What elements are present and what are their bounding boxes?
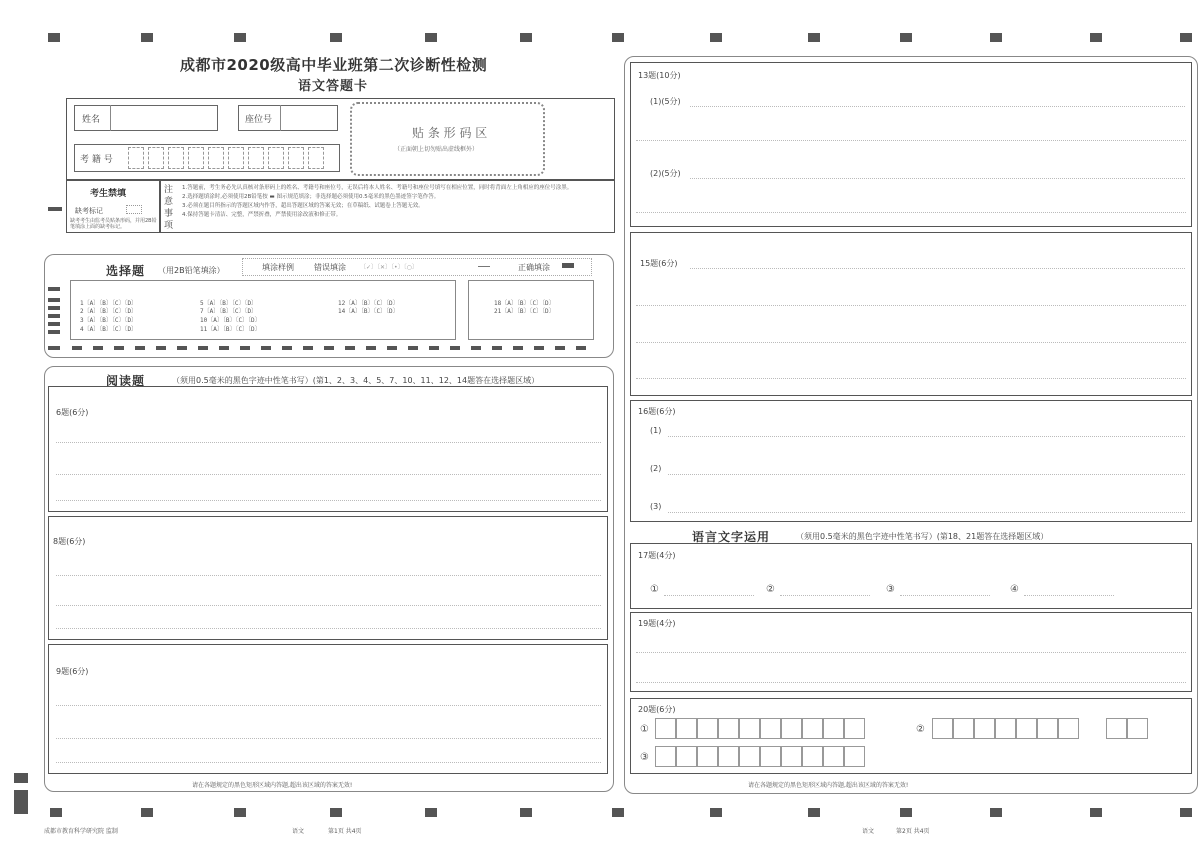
q13-2-label: (2)(5分)	[650, 169, 681, 178]
reading-hint: （须用0.5毫米的黑色字迹中性笔书写）(第1、2、3、4、5、7、10、11、12、14题答在选择题区域）	[172, 376, 540, 385]
barcode-title: 贴 条 形 码 区	[412, 126, 488, 140]
wrong-label: 错误填涂	[314, 263, 346, 272]
q17-mark-3: ③	[886, 584, 895, 595]
sample-label: 填涂样例	[262, 263, 294, 272]
q16-3-label: (3)	[650, 502, 662, 511]
footer-right-subject: 语文	[862, 828, 875, 835]
q8-label: 8题(6分)	[53, 537, 86, 546]
choice-row[interactable]: 3〔A〕〔B〕〔C〕〔D〕	[80, 317, 138, 324]
footer-right-page: 第2页 共4页	[896, 828, 930, 835]
q16-1-label: (1)	[650, 426, 662, 435]
q17-box	[630, 543, 1192, 609]
choice-row[interactable]: 1〔A〕〔B〕〔C〕〔D〕	[80, 300, 138, 307]
wrong-marks: 〔✓〕〔✕〕〔•〕〔○〕	[360, 264, 418, 271]
choice-bottom-dashes	[72, 346, 592, 350]
lang-title: 语言文字运用	[692, 530, 771, 544]
right-warning: 请在各题规定的黑色矩形区域内答题,超出该区域的答案无效!	[748, 782, 909, 789]
exam-number-label: 考 籍 号	[80, 155, 113, 165]
absent-label: 缺考标记	[75, 207, 103, 215]
choice-row[interactable]: 14〔A〕〔B〕〔C〕〔D〕	[338, 308, 399, 315]
absent-mark-box[interactable]	[126, 205, 142, 214]
q15-box	[630, 232, 1192, 396]
exam-subtitle: 语文答题卡	[298, 79, 369, 94]
notes-list: 1.答题前，考生务必先认真核对条形码上的姓名、考籍号和座位号，无误后将本人姓名、考籍号和座位号填写在相应位置，同时将背面左上角相应的座位号涂黑。 2.选择题填涂时,必须使用2B铅笔按 ▬ 图示规范填涂；非选择题必须使用0.5毫米的黑色墨迹签字笔作答。 3.必须在题目所指示的答题区域内作答，超出答题区域的答案无效；在草稿纸、试题卷上答题无效。 4.保持答题卡清洁、完整，严禁折叠，严禁使用涂改液和修正带。	[182, 185, 573, 218]
q20-label: 20题(6分)	[638, 705, 676, 714]
q8-box	[48, 516, 608, 640]
q17-mark-2: ②	[766, 584, 775, 595]
q17-mark-1: ①	[650, 584, 659, 595]
choice-row[interactable]: 11〔A〕〔B〕〔C〕〔D〕	[200, 326, 261, 333]
q6-label: 6题(6分)	[56, 408, 89, 417]
q13-1-label: (1)(5分)	[650, 97, 681, 106]
choice-row[interactable]: 7〔A〕〔B〕〔C〕〔D〕	[200, 308, 258, 315]
right-mark-sample	[562, 263, 574, 268]
footer-left-page: 第1页 共4页	[328, 828, 362, 835]
choice-row[interactable]: 12〔A〕〔B〕〔C〕〔D〕	[338, 300, 399, 307]
footer-left-subject: 语文	[292, 828, 305, 835]
reading-title: 阅读题	[106, 374, 146, 388]
q17-mark-4: ④	[1010, 584, 1019, 595]
q13-box	[630, 62, 1192, 227]
q6-box	[48, 386, 608, 512]
choice-row[interactable]: 2〔A〕〔B〕〔C〕〔D〕	[80, 308, 138, 315]
q20-mark-1: ①	[640, 724, 649, 735]
notes-side: 注 意 事 项	[164, 185, 174, 231]
choice-row[interactable]: 4〔A〕〔B〕〔C〕〔D〕	[80, 326, 138, 333]
choice-title: 选择题	[106, 264, 146, 278]
seat-label: 座位号	[245, 115, 273, 125]
footer-org: 成都市教育科学研究院 监制	[44, 828, 118, 835]
choice-hint: （用2B铅笔填涂）	[158, 266, 225, 275]
q20-mark-3: ③	[640, 752, 649, 763]
right-label: 正确填涂	[518, 263, 550, 272]
choice-row[interactable]: 10〔A〕〔B〕〔C〕〔D〕	[200, 317, 261, 324]
q9-label: 9题(6分)	[56, 667, 89, 676]
q16-2-label: (2)	[650, 464, 662, 473]
q16-label: 16题(6分)	[638, 407, 676, 416]
q17-label: 17题(4分)	[638, 551, 676, 560]
q16-box	[630, 400, 1192, 522]
q19-label: 19题(4分)	[638, 619, 676, 628]
q9-box	[48, 644, 608, 774]
choice-row[interactable]: 5〔A〕〔B〕〔C〕〔D〕	[200, 300, 258, 307]
ban-note: 缺考考生由监考员贴条形码，并用2B铅笔填涂上面的缺考标记。	[70, 218, 157, 230]
barcode-note: （正面朝上切勿贴出虚线框外）	[394, 146, 479, 153]
choice-row[interactable]: 18〔A〕〔B〕〔C〕〔D〕	[494, 300, 555, 307]
name-label: 姓名	[82, 115, 101, 125]
choice-row[interactable]: 21〔A〕〔B〕〔C〕〔D〕	[494, 308, 555, 315]
q15-label: 15题(6分)	[640, 259, 678, 268]
exam-title: 成都市2020级高中毕业班第二次诊断性检测	[180, 56, 488, 74]
q20-mark-2: ②	[916, 724, 925, 735]
left-warning: 请在各题规定的黑色矩形区域内答题,超出该区域的答案无效!	[192, 782, 353, 789]
q13-label: 13题(10分)	[638, 71, 681, 80]
ban-title: 考生禁填	[90, 189, 127, 199]
lang-hint: （须用0.5毫米的黑色字迹中性笔书写）(第18、21题答在选择题区域）	[796, 532, 1049, 541]
